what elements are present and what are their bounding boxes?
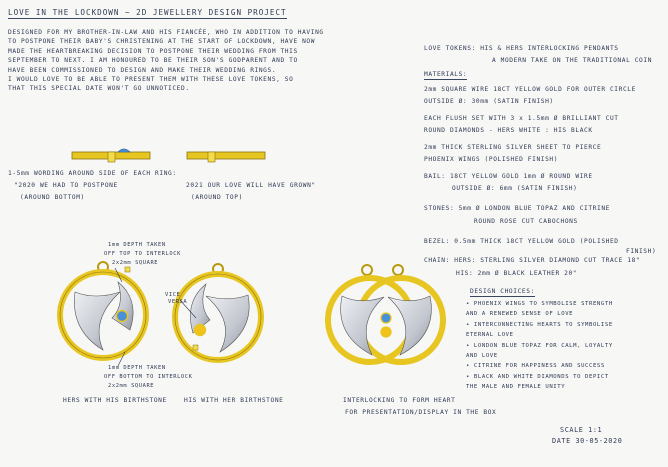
his-wording: 2021 OUR LOVE WILL HAVE GROWN"	[186, 182, 316, 189]
bottom-interlock-note-2: OFF BOTTOM TO INTERLOCK	[104, 374, 193, 380]
wording-intro: 1-5mm WORDING AROUND SIDE OF EACH RING:	[8, 170, 177, 177]
love-tokens-line-1: LOVE TOKENS: HIS & HERS INTERLOCKING PENDANTS	[424, 45, 619, 52]
intro-line: TO POSTPONE THEIR BABY'S CHRISTENING AT THE START OF LOCKDOWN, HAVE NOW	[8, 38, 316, 46]
materials-line-2: OUTSIDE Ø: 30mm (SATIN FINISH)	[424, 98, 554, 105]
intro-line: DESIGNED FOR MY BROTHER-IN-LAW AND HIS FIANCÉE, WHO IN ADDITION TO HAVING	[8, 29, 324, 36]
materials-line-1: 2mm SQUARE WIRE 18CT YELLOW GOLD FOR OUTER CIRCLE	[424, 86, 636, 93]
intro-line: SEPTEMBER TO NEXT. I AM HONOURED TO BE THEIR SON'S GODPARENT AND TO	[8, 57, 298, 65]
top-interlock-note-1: 1mm DEPTH TAKEN	[108, 242, 166, 248]
scale-label: SCALE 1:1	[560, 426, 603, 434]
his-ring-side-view	[187, 152, 265, 162]
bottom-interlock-note-3: 2x2mm SQUARE	[108, 383, 155, 389]
bail-line-2: OUTSIDE Ø: 6mm (SATIN FINISH)	[452, 185, 578, 192]
vice-versa-note-1: VICE	[165, 292, 181, 298]
intro-line: HAVE BEEN COMMISSIONED TO DESIGN AND MAKE THEIR WEDDING RINGS.	[8, 66, 277, 74]
stones-line-2: ROUND ROSE CUT CABOCHONS	[474, 218, 578, 225]
chain-line-2: HIS: 2mm Ø BLACK LEATHER 20"	[456, 270, 578, 277]
design-choice-line: • INTERCONNECTING HEARTS TO SYMBOLISE	[466, 321, 613, 328]
page-title: LOVE IN THE LOCKDOWN ~ 2D JEWELLERY DESIGN PROJECT	[8, 8, 287, 17]
design-choice-line: • CITRINE FOR HAPPINESS AND SUCCESS	[466, 363, 605, 370]
vice-versa-note-2: VERSA	[168, 299, 188, 305]
materials-label: MATERIALS:	[424, 72, 467, 80]
top-interlock-note-2: OFF TOP TO INTERLOCK	[104, 251, 181, 257]
hers-wording-position: (AROUND BOTTOM)	[20, 194, 85, 201]
flush-set-line-1: EACH FLUSH SET WITH 3 x 1.5mm Ø BRILLIANT CUT	[424, 115, 619, 122]
stones-line-1: STONES: 5mm Ø LONDON BLUE TOPAZ AND CITRINE	[424, 205, 610, 212]
bezel-line-2: FINISH)	[626, 248, 657, 255]
interlock-caption-1: INTERLOCKING TO FORM HEART	[343, 397, 456, 404]
design-choice-line: • PHOENIX WINGS TO SYMBOLISE STRENGTH	[466, 301, 613, 307]
design-choice-line: THE MALE AND FEMALE UNITY	[466, 384, 566, 391]
his-caption: HIS WITH HER BIRTHSTONE	[184, 397, 284, 404]
hers-wording: "2020 WE HAD TO POSTPONE	[14, 182, 118, 189]
hers-caption: HERS WITH HIS BIRTHSTONE	[63, 397, 167, 404]
phoenix-wings-line: PHOENIX WINGS (POLISHED FINISH)	[424, 156, 559, 163]
design-choice-line: AND LOVE	[466, 352, 498, 359]
top-interlock-note-3: 2x2mm SQUARE	[112, 260, 159, 266]
design-choice-line: ETERNAL LOVE	[466, 332, 514, 339]
his-wording-position: (AROUND TOP)	[191, 194, 243, 201]
interlock-caption-2: FOR PRESENTATION/DISPLAY IN THE BOX	[345, 409, 497, 416]
intro-line: MADE THE HEARTBREAKING DECISION TO POSTPONE THEIR WEDDING FROM THIS	[8, 47, 298, 55]
chain-line-1: CHAIN: HERS: STERLING SILVER DIAMOND CUT TRACE 18"	[424, 257, 641, 264]
intro-line: THAT THIS SPECIAL DATE WON'T GO UNNOTICED.	[8, 85, 190, 93]
bail-line-1: BAIL: 18CT YELLOW GOLD 1mm Ø ROUND WIRE	[424, 173, 593, 180]
silver-sheet-line: 2mm THICK STERLING SILVER SHEET TO PIERCE	[424, 144, 602, 151]
intro-line: I WOULD LOVE TO BE ABLE TO PRESENT THEM WITH THESE LOVE TOKENS, SO	[8, 75, 294, 83]
hers-ring-side-view	[72, 149, 150, 162]
his-pendant	[175, 264, 261, 360]
hers-pendant	[60, 262, 146, 358]
design-choices-heading: DESIGN CHOICES:	[470, 289, 535, 297]
love-tokens-line-2: A MODERN TAKE ON THE TRADITIONAL COIN	[492, 57, 653, 64]
interlocking-pendants	[328, 265, 443, 362]
bottom-interlock-note-1: 1mm DEPTH TAKEN	[108, 365, 166, 371]
design-choice-line: • LONDON BLUE TOPAZ FOR CALM, LOYALTY	[466, 342, 613, 349]
design-choice-line: • BLACK AND WHITE DIAMONDS TO DEPICT	[466, 373, 609, 380]
flush-set-line-2: ROUND DIAMONDS - HERS WHITE : HIS BLACK	[424, 127, 593, 134]
design-choice-line: AND A RENEWED SENSE OF LOVE	[466, 311, 574, 318]
bezel-line-1: BEZEL: 0.5mm THICK 18CT YELLOW GOLD (POLISHED	[424, 238, 619, 245]
design-choices-list	[466, 302, 613, 396]
date-label: DATE 30-05-2020	[552, 437, 623, 445]
